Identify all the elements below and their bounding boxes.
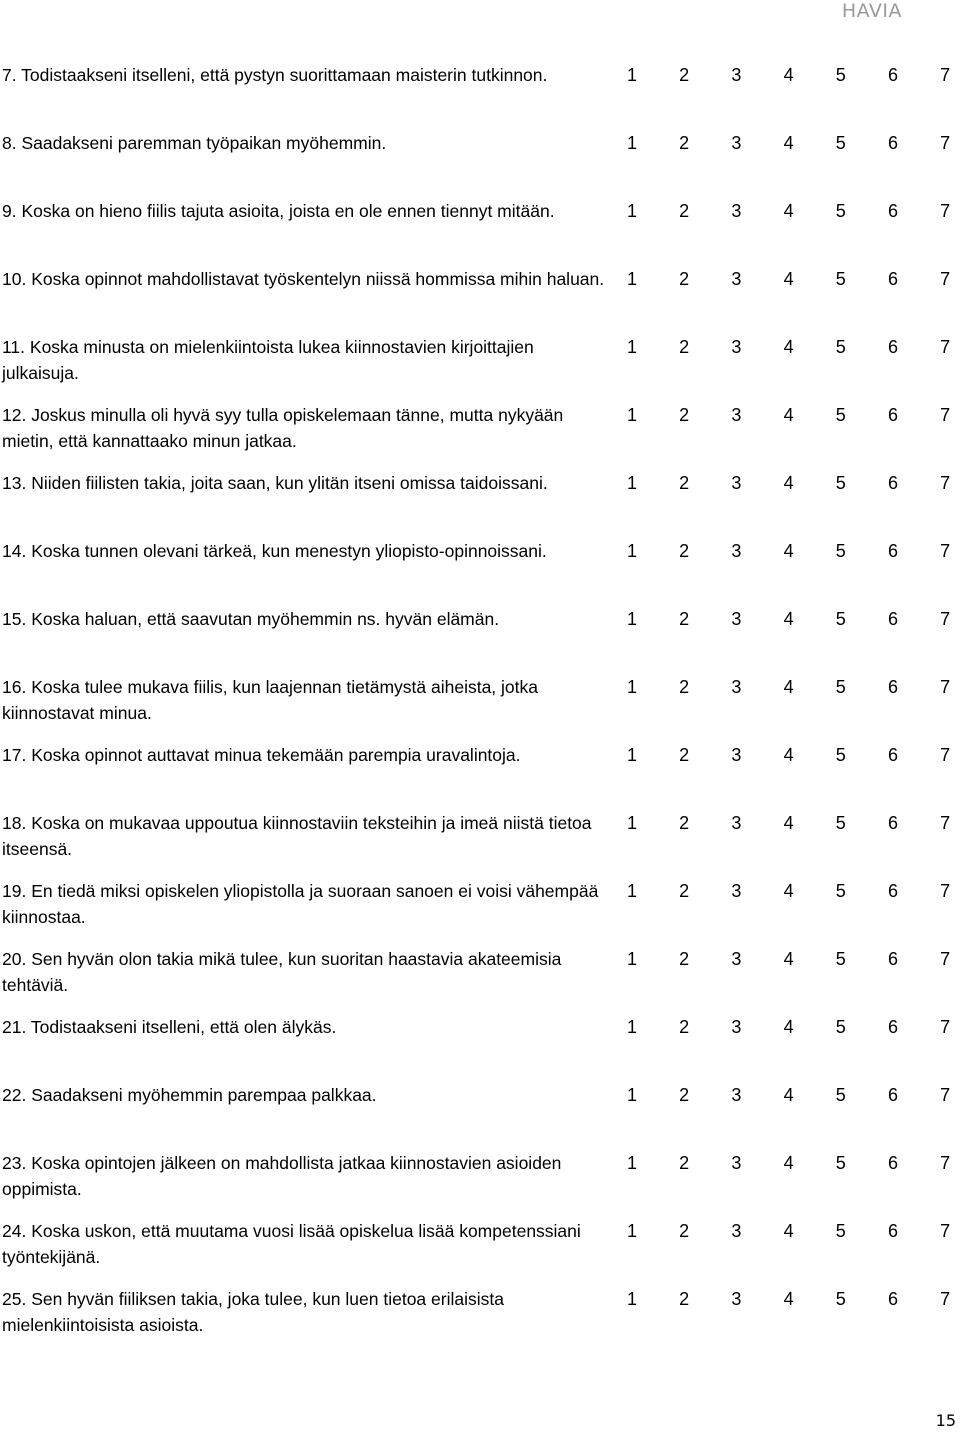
scale-option-1: 1 xyxy=(626,949,637,969)
likert-scale xyxy=(624,334,960,360)
question-text: 17. Koska opinnot auttavat minua tekemään parempia uravalintoja. xyxy=(2,745,521,765)
scale-option-2: 2 xyxy=(679,65,690,85)
scale-option-6: 6 xyxy=(887,65,898,85)
scale-option-5: 5 xyxy=(835,949,846,969)
scale-option-2: 2 xyxy=(679,269,690,289)
scale-option-3: 3 xyxy=(731,813,742,833)
scale-option-5: 5 xyxy=(835,813,846,833)
question-item xyxy=(2,946,960,1006)
scale-option-6: 6 xyxy=(887,337,898,357)
scale-option-6: 6 xyxy=(887,1289,898,1309)
scale-option-1: 1 xyxy=(626,1017,637,1037)
question-text: 12. Joskus minulla oli hyvä syy tulla opiskelemaan tänne, mutta nykyään mietin, että kannattaako minun jatkaa. xyxy=(2,405,564,451)
scale-option-2: 2 xyxy=(679,337,690,357)
scale-option-5: 5 xyxy=(835,133,846,153)
likert-scale xyxy=(624,402,960,428)
scale-option-2: 2 xyxy=(679,1153,690,1173)
question-item xyxy=(2,674,960,734)
scale-option-1: 1 xyxy=(626,65,637,85)
question-text: 20. Sen hyvän olon takia mikä tulee, kun suoritan haastavia akateemisia tehtäviä. xyxy=(2,949,562,995)
scale-option-6: 6 xyxy=(887,269,898,289)
question-item xyxy=(2,878,960,938)
question-item xyxy=(2,130,960,190)
scale-option-3: 3 xyxy=(731,1085,742,1105)
question-text: 15. Koska haluan, että saavutan myöhemmin ns. hyvän elämän. xyxy=(2,609,500,629)
question-item xyxy=(2,198,960,258)
scale-option-5: 5 xyxy=(835,405,846,425)
scale-option-2: 2 xyxy=(679,133,690,153)
scale-option-7: 7 xyxy=(940,881,951,901)
scale-option-6: 6 xyxy=(887,677,898,697)
scale-option-3: 3 xyxy=(731,949,742,969)
scale-option-4: 4 xyxy=(783,1153,794,1173)
scale-option-5: 5 xyxy=(835,745,846,765)
scale-option-4: 4 xyxy=(783,1221,794,1241)
scale-option-6: 6 xyxy=(887,1153,898,1173)
likert-scale xyxy=(624,130,960,156)
question-text: 8. Saadakseni paremman työpaikan myöhemmin. xyxy=(2,133,387,153)
question-item xyxy=(2,742,960,802)
scale-option-2: 2 xyxy=(679,677,690,697)
scale-option-2: 2 xyxy=(679,405,690,425)
scale-option-6: 6 xyxy=(887,609,898,629)
question-text: 10. Koska opinnot mahdollistavat työskentelyn niissä hommissa mihin haluan. xyxy=(2,269,605,289)
scale-option-3: 3 xyxy=(731,405,742,425)
scale-option-4: 4 xyxy=(783,609,794,629)
scale-option-1: 1 xyxy=(626,541,637,561)
scale-option-3: 3 xyxy=(731,269,742,289)
scale-option-6: 6 xyxy=(887,1017,898,1037)
scale-option-5: 5 xyxy=(835,677,846,697)
scale-option-7: 7 xyxy=(940,473,951,493)
likert-scale xyxy=(624,674,960,700)
scale-option-2: 2 xyxy=(679,949,690,969)
scale-option-3: 3 xyxy=(731,541,742,561)
scale-option-7: 7 xyxy=(940,1153,951,1173)
question-text: 14. Koska tunnen olevani tärkeä, kun menestyn yliopisto-opinnoissani. xyxy=(2,541,547,561)
scale-option-4: 4 xyxy=(783,269,794,289)
scale-option-3: 3 xyxy=(731,1289,742,1309)
scale-option-4: 4 xyxy=(783,337,794,357)
scale-option-1: 1 xyxy=(626,133,637,153)
scale-option-6: 6 xyxy=(887,541,898,561)
scale-option-5: 5 xyxy=(835,1153,846,1173)
scale-option-4: 4 xyxy=(783,473,794,493)
scale-option-6: 6 xyxy=(887,133,898,153)
scale-option-6: 6 xyxy=(887,745,898,765)
scale-option-7: 7 xyxy=(940,1085,951,1105)
likert-scale xyxy=(624,878,960,904)
question-text: 18. Koska on mukavaa uppoutua kiinnostaviin teksteihin ja imeä niistä tietoa itseensä. xyxy=(2,813,592,859)
scale-option-4: 4 xyxy=(783,745,794,765)
likert-scale xyxy=(624,198,960,224)
question-item xyxy=(2,606,960,666)
scale-option-3: 3 xyxy=(731,65,742,85)
scale-option-5: 5 xyxy=(835,1289,846,1309)
scale-option-2: 2 xyxy=(679,1221,690,1241)
likert-scale xyxy=(624,1150,960,1176)
scale-option-1: 1 xyxy=(626,1289,637,1309)
scale-option-1: 1 xyxy=(626,337,637,357)
scale-option-1: 1 xyxy=(626,881,637,901)
scale-option-7: 7 xyxy=(940,1017,951,1037)
scale-option-7: 7 xyxy=(940,201,951,221)
scale-option-2: 2 xyxy=(679,881,690,901)
scale-option-5: 5 xyxy=(835,337,846,357)
question-item xyxy=(2,402,960,462)
scale-option-3: 3 xyxy=(731,1221,742,1241)
scale-option-7: 7 xyxy=(940,745,951,765)
scale-option-4: 4 xyxy=(783,541,794,561)
question-item xyxy=(2,1286,960,1346)
likert-scale xyxy=(624,266,960,292)
scale-option-3: 3 xyxy=(731,881,742,901)
scale-option-7: 7 xyxy=(940,541,951,561)
scale-option-6: 6 xyxy=(887,881,898,901)
scale-option-2: 2 xyxy=(679,1289,690,1309)
likert-scale xyxy=(624,946,960,972)
likert-scale xyxy=(624,606,960,632)
scale-option-7: 7 xyxy=(940,609,951,629)
scale-option-3: 3 xyxy=(731,745,742,765)
scale-option-4: 4 xyxy=(783,65,794,85)
scale-option-3: 3 xyxy=(731,133,742,153)
question-item xyxy=(2,1218,960,1278)
scale-option-2: 2 xyxy=(679,609,690,629)
scale-option-4: 4 xyxy=(783,1085,794,1105)
likert-scale xyxy=(624,470,960,496)
likert-scale xyxy=(624,538,960,564)
scale-option-4: 4 xyxy=(783,1017,794,1037)
question-item xyxy=(2,62,960,122)
scale-option-3: 3 xyxy=(731,677,742,697)
scale-option-1: 1 xyxy=(626,609,637,629)
scale-option-3: 3 xyxy=(731,1017,742,1037)
scale-option-1: 1 xyxy=(626,201,637,221)
likert-scale xyxy=(624,1286,960,1312)
scale-option-5: 5 xyxy=(835,201,846,221)
question-text: 23. Koska opintojen jälkeen on mahdollista jatkaa kiinnostavien asioiden oppimista. xyxy=(2,1153,562,1199)
scale-option-4: 4 xyxy=(783,201,794,221)
scale-option-7: 7 xyxy=(940,269,951,289)
question-text: 16. Koska tulee mukava fiilis, kun laajennan tietämystä aiheista, jotka kiinnostavat minua. xyxy=(2,677,538,723)
scale-option-2: 2 xyxy=(679,201,690,221)
scale-option-5: 5 xyxy=(835,269,846,289)
scale-option-4: 4 xyxy=(783,813,794,833)
scale-option-6: 6 xyxy=(887,473,898,493)
question-item xyxy=(2,1014,960,1074)
question-text: 22. Saadakseni myöhemmin parempaa palkkaa. xyxy=(2,1085,377,1105)
question-text: 13. Niiden fiilisten takia, joita saan, kun ylitän itseni omissa taidoissani. xyxy=(2,473,548,493)
question-text: 21. Todistaakseni itselleni, että olen älykäs. xyxy=(2,1017,337,1037)
likert-scale xyxy=(624,810,960,836)
likert-scale xyxy=(624,62,960,88)
scale-option-7: 7 xyxy=(940,65,951,85)
likert-scale xyxy=(624,1218,960,1244)
question-item xyxy=(2,266,960,326)
scale-option-7: 7 xyxy=(940,813,951,833)
scale-option-2: 2 xyxy=(679,745,690,765)
scale-option-1: 1 xyxy=(626,269,637,289)
scale-option-3: 3 xyxy=(731,609,742,629)
header-label: HAVIA xyxy=(841,0,902,22)
scale-option-4: 4 xyxy=(783,949,794,969)
scale-option-6: 6 xyxy=(887,949,898,969)
scale-option-7: 7 xyxy=(940,337,951,357)
question-text: 25. Sen hyvän fiiliksen takia, joka tulee, kun luen tietoa erilaisista mielenkiintoisista asioista. xyxy=(2,1289,504,1335)
scale-option-5: 5 xyxy=(835,881,846,901)
scale-option-3: 3 xyxy=(731,1153,742,1173)
question-text: 19. En tiedä miksi opiskelen yliopistolla ja suoraan sanoen ei voisi vähempää kiinnostaa. xyxy=(2,881,599,927)
question-item xyxy=(2,334,960,394)
scale-option-5: 5 xyxy=(835,1017,846,1037)
question-item xyxy=(2,470,960,530)
page-number: 15 xyxy=(935,1411,956,1430)
scale-option-7: 7 xyxy=(940,405,951,425)
scale-option-1: 1 xyxy=(626,405,637,425)
scale-option-7: 7 xyxy=(940,133,951,153)
likert-scale xyxy=(624,1082,960,1108)
scale-option-1: 1 xyxy=(626,473,637,493)
likert-scale xyxy=(624,742,960,768)
scale-option-6: 6 xyxy=(887,1221,898,1241)
scale-option-5: 5 xyxy=(835,65,846,85)
scale-option-1: 1 xyxy=(626,813,637,833)
scale-option-2: 2 xyxy=(679,1085,690,1105)
question-item xyxy=(2,810,960,870)
question-item xyxy=(2,538,960,598)
scale-option-7: 7 xyxy=(940,1289,951,1309)
scale-option-6: 6 xyxy=(887,201,898,221)
question-text: 9. Koska on hieno fiilis tajuta asioita, joista en ole ennen tiennyt mitään. xyxy=(2,201,555,221)
scale-option-3: 3 xyxy=(731,201,742,221)
question-text: 24. Koska uskon, että muutama vuosi lisää opiskelua lisää kompetenssiani työntekijänä. xyxy=(2,1221,581,1267)
question-item xyxy=(2,1150,960,1210)
scale-option-6: 6 xyxy=(887,813,898,833)
scale-option-1: 1 xyxy=(626,745,637,765)
scale-option-1: 1 xyxy=(626,677,637,697)
scale-option-1: 1 xyxy=(626,1153,637,1173)
scale-option-3: 3 xyxy=(731,473,742,493)
scale-option-4: 4 xyxy=(783,405,794,425)
scale-option-1: 1 xyxy=(626,1085,637,1105)
scale-option-4: 4 xyxy=(783,677,794,697)
scale-option-7: 7 xyxy=(940,677,951,697)
scale-option-5: 5 xyxy=(835,473,846,493)
question-item xyxy=(2,1082,960,1142)
question-text: 7. Todistaakseni itselleni, että pystyn suorittamaan maisterin tutkinnon. xyxy=(2,65,548,85)
scale-option-5: 5 xyxy=(835,609,846,629)
scale-option-6: 6 xyxy=(887,405,898,425)
scale-option-5: 5 xyxy=(835,1221,846,1241)
scale-option-4: 4 xyxy=(783,1289,794,1309)
scale-option-4: 4 xyxy=(783,881,794,901)
scale-option-5: 5 xyxy=(835,541,846,561)
scale-option-2: 2 xyxy=(679,541,690,561)
scale-option-7: 7 xyxy=(940,949,951,969)
scale-option-2: 2 xyxy=(679,813,690,833)
scale-option-7: 7 xyxy=(940,1221,951,1241)
scale-option-1: 1 xyxy=(626,1221,637,1241)
scale-option-5: 5 xyxy=(835,1085,846,1105)
scale-option-2: 2 xyxy=(679,473,690,493)
scale-option-4: 4 xyxy=(783,133,794,153)
scale-option-6: 6 xyxy=(887,1085,898,1105)
question-text: 11. Koska minusta on mielenkiintoista lukea kiinnostavien kirjoittajien julkaisuja. xyxy=(2,337,534,383)
scale-option-2: 2 xyxy=(679,1017,690,1037)
scale-option-3: 3 xyxy=(731,337,742,357)
likert-scale xyxy=(624,1014,960,1040)
